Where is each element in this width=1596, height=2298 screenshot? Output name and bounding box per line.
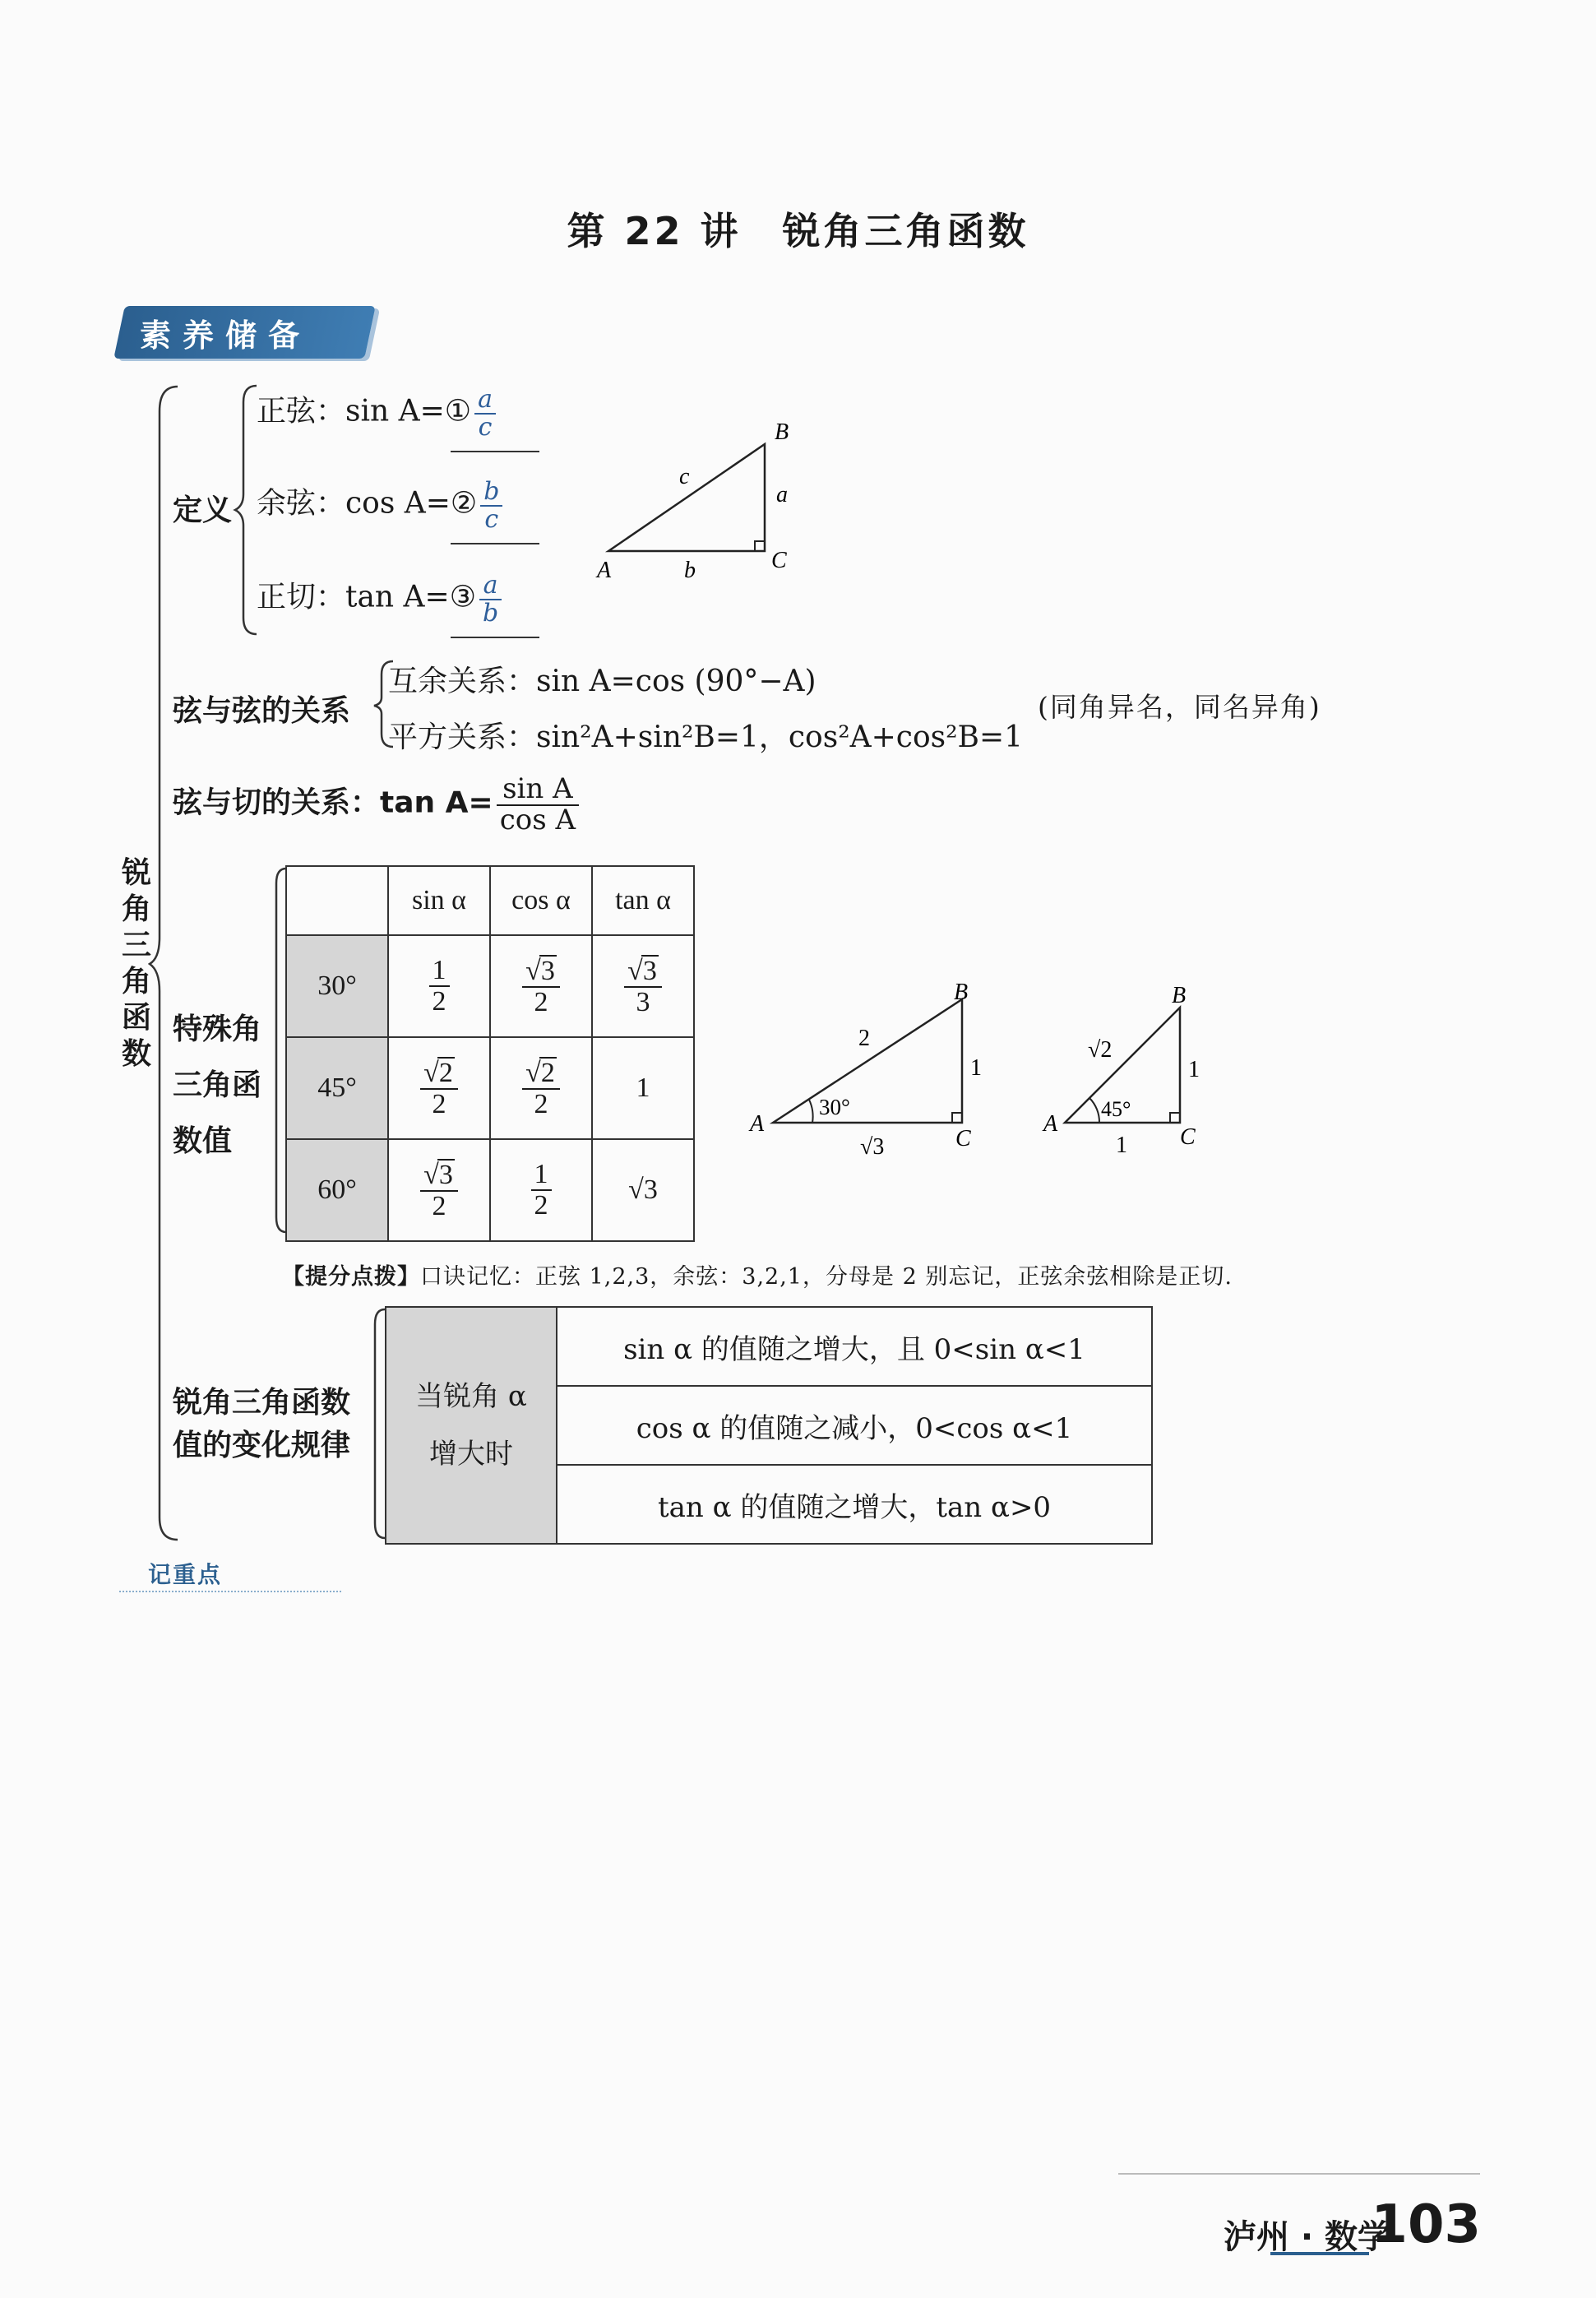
rule-sin: sin α 的值随之增大，且 0<sin α<1 bbox=[557, 1307, 1152, 1386]
tri45-angle: 45° bbox=[1101, 1097, 1131, 1121]
tri30-vertex-C: C bbox=[955, 1126, 971, 1151]
rules-label-line: 值的变化规律 bbox=[173, 1429, 351, 1462]
page-title: 第 22 讲 锐角三角函数 bbox=[567, 209, 1029, 253]
square-relation: 平方关系：sin²A+sin²B=1，cos²A+cos²B=1 bbox=[388, 720, 1024, 754]
angle-60: 60° bbox=[286, 1139, 388, 1241]
tri45-hypotenuse: √2 bbox=[1088, 1037, 1113, 1063]
rules-condition-line: 当锐角 α bbox=[415, 1380, 527, 1413]
sin-30: $\frac{1}{2}$ bbox=[388, 935, 490, 1037]
tip-line bbox=[282, 1258, 1233, 1290]
definition-triangle bbox=[584, 419, 814, 584]
tri30-hypotenuse: 2 bbox=[858, 1026, 870, 1051]
tri30-vertex-B: B bbox=[954, 983, 969, 1005]
sin-definition bbox=[257, 387, 499, 440]
table-corner bbox=[286, 866, 388, 935]
tri30-vertex-A: A bbox=[750, 1111, 765, 1137]
tri45-vertex-B: B bbox=[1172, 983, 1187, 1008]
note-divider bbox=[119, 1591, 341, 1592]
cos-30: $\frac{√3}{2}$ bbox=[490, 935, 592, 1037]
definition-brace bbox=[232, 382, 260, 637]
tan-30: $\frac{√3}{3}$ bbox=[592, 935, 694, 1037]
special-label-line: 三角函 bbox=[173, 1068, 262, 1102]
triangle-shape bbox=[608, 444, 765, 551]
rules-table bbox=[385, 1306, 1153, 1545]
sin-60: $\frac{√3}{2}$ bbox=[388, 1139, 490, 1241]
rules-label bbox=[173, 1382, 350, 1467]
sin-den: c bbox=[478, 412, 493, 442]
cos-prefix: 余弦：cos A=② bbox=[257, 486, 478, 521]
tan-prefix: 正切：tan A=③ bbox=[257, 580, 476, 614]
root-label-char: 角 bbox=[121, 892, 151, 926]
tan-den: b bbox=[483, 598, 499, 628]
rule-tan: tan α 的值随之增大，tan α>0 bbox=[557, 1465, 1152, 1544]
vertex-B: B bbox=[775, 419, 789, 445]
side-c: c bbox=[679, 464, 690, 489]
root-label-char: 角 bbox=[121, 965, 151, 998]
footer-accent bbox=[1270, 2252, 1369, 2255]
page-number: 103 bbox=[1371, 2194, 1481, 2255]
cos-den: c bbox=[484, 504, 499, 534]
relation-note: (同角异名，同名异角) bbox=[1038, 691, 1321, 723]
rules-condition-line: 增大时 bbox=[429, 1438, 513, 1471]
tan-relation bbox=[173, 772, 582, 836]
tri45-adjacent: 1 bbox=[1116, 1133, 1127, 1158]
section-banner-label: 素养储备 bbox=[140, 317, 312, 354]
tan-45: 1 bbox=[592, 1037, 694, 1139]
complement-relation: 互余关系：sin A=cos (90°−A) bbox=[388, 665, 817, 698]
angle-45: 45° bbox=[286, 1037, 388, 1139]
sin-num: a bbox=[474, 387, 496, 415]
tan-definition bbox=[257, 572, 505, 626]
cos-num: b bbox=[480, 479, 502, 507]
triangle-45 bbox=[1040, 983, 1229, 1172]
root-label bbox=[118, 855, 155, 1073]
root-label-char: 三 bbox=[121, 929, 151, 962]
definition-label: 定义 bbox=[173, 493, 233, 527]
vertex-A: A bbox=[597, 558, 612, 583]
header-cos: cos α bbox=[490, 866, 592, 935]
triangle-30 bbox=[740, 983, 1011, 1172]
root-label-char: 函 bbox=[121, 1001, 151, 1035]
cos-45: $\frac{√2}{2}$ bbox=[490, 1037, 592, 1139]
sin-answer bbox=[474, 387, 496, 440]
tan-relation-fraction bbox=[497, 772, 579, 836]
tan-relation-num: sin A bbox=[497, 775, 579, 806]
tri30-adjacent: √3 bbox=[860, 1134, 885, 1160]
tri30-opposite: 1 bbox=[970, 1055, 982, 1081]
tan-num: a bbox=[479, 572, 502, 600]
header-tan: tan α bbox=[592, 866, 694, 935]
rules-label-line: 锐角三角函数 bbox=[173, 1386, 351, 1420]
tan-answer bbox=[479, 572, 502, 626]
sin-45: $\frac{√2}{2}$ bbox=[388, 1037, 490, 1139]
special-label-line: 数值 bbox=[173, 1124, 233, 1158]
cos-underline bbox=[451, 543, 539, 544]
angle-30: 30° bbox=[286, 935, 388, 1037]
tan-relation-label: 弦与切的关系：tan A= bbox=[173, 785, 493, 820]
tri30-angle: 30° bbox=[819, 1095, 850, 1119]
sin-prefix: 正弦：sin A=① bbox=[257, 394, 472, 429]
tip-text: 口诀记忆：正弦 1,2,3，余弦：3,2,1，分母是 2 别忘记，正弦余弦相除是正切. bbox=[420, 1264, 1233, 1290]
special-values-label bbox=[173, 1002, 261, 1170]
special-label-line: 特殊角 bbox=[173, 1012, 262, 1046]
header-sin: sin α bbox=[388, 866, 490, 935]
rule-cos: cos α 的值随之减小，0<cos α<1 bbox=[557, 1386, 1152, 1465]
vertex-C: C bbox=[771, 548, 787, 573]
side-b: b bbox=[684, 558, 696, 583]
note-label: 记重点 bbox=[148, 1561, 223, 1588]
side-a: a bbox=[776, 482, 788, 507]
tan-relation-den: cos A bbox=[499, 803, 576, 836]
footer-brand: 泸州 · 数学 bbox=[1223, 2218, 1390, 2256]
footer-divider bbox=[1118, 2173, 1480, 2175]
cos-definition bbox=[257, 479, 506, 532]
cos-answer bbox=[480, 479, 502, 532]
tan-underline bbox=[451, 637, 539, 638]
cos-60: $\frac{1}{2}$ bbox=[490, 1139, 592, 1241]
rules-condition bbox=[386, 1307, 557, 1544]
root-label-char: 数 bbox=[121, 1037, 151, 1071]
tri45-opposite: 1 bbox=[1188, 1057, 1200, 1082]
chord-relation-label: 弦与弦的关系 bbox=[173, 694, 351, 728]
sin-underline bbox=[451, 451, 539, 452]
special-values-table bbox=[285, 865, 695, 1242]
root-label-char: 锐 bbox=[121, 856, 151, 890]
tan-60: √3 bbox=[592, 1139, 694, 1241]
tri45-vertex-C: C bbox=[1180, 1124, 1196, 1150]
right-angle-mark bbox=[755, 541, 765, 551]
tip-tag: 【提分点拨】 bbox=[282, 1264, 420, 1290]
tri45-vertex-A: A bbox=[1043, 1111, 1058, 1137]
